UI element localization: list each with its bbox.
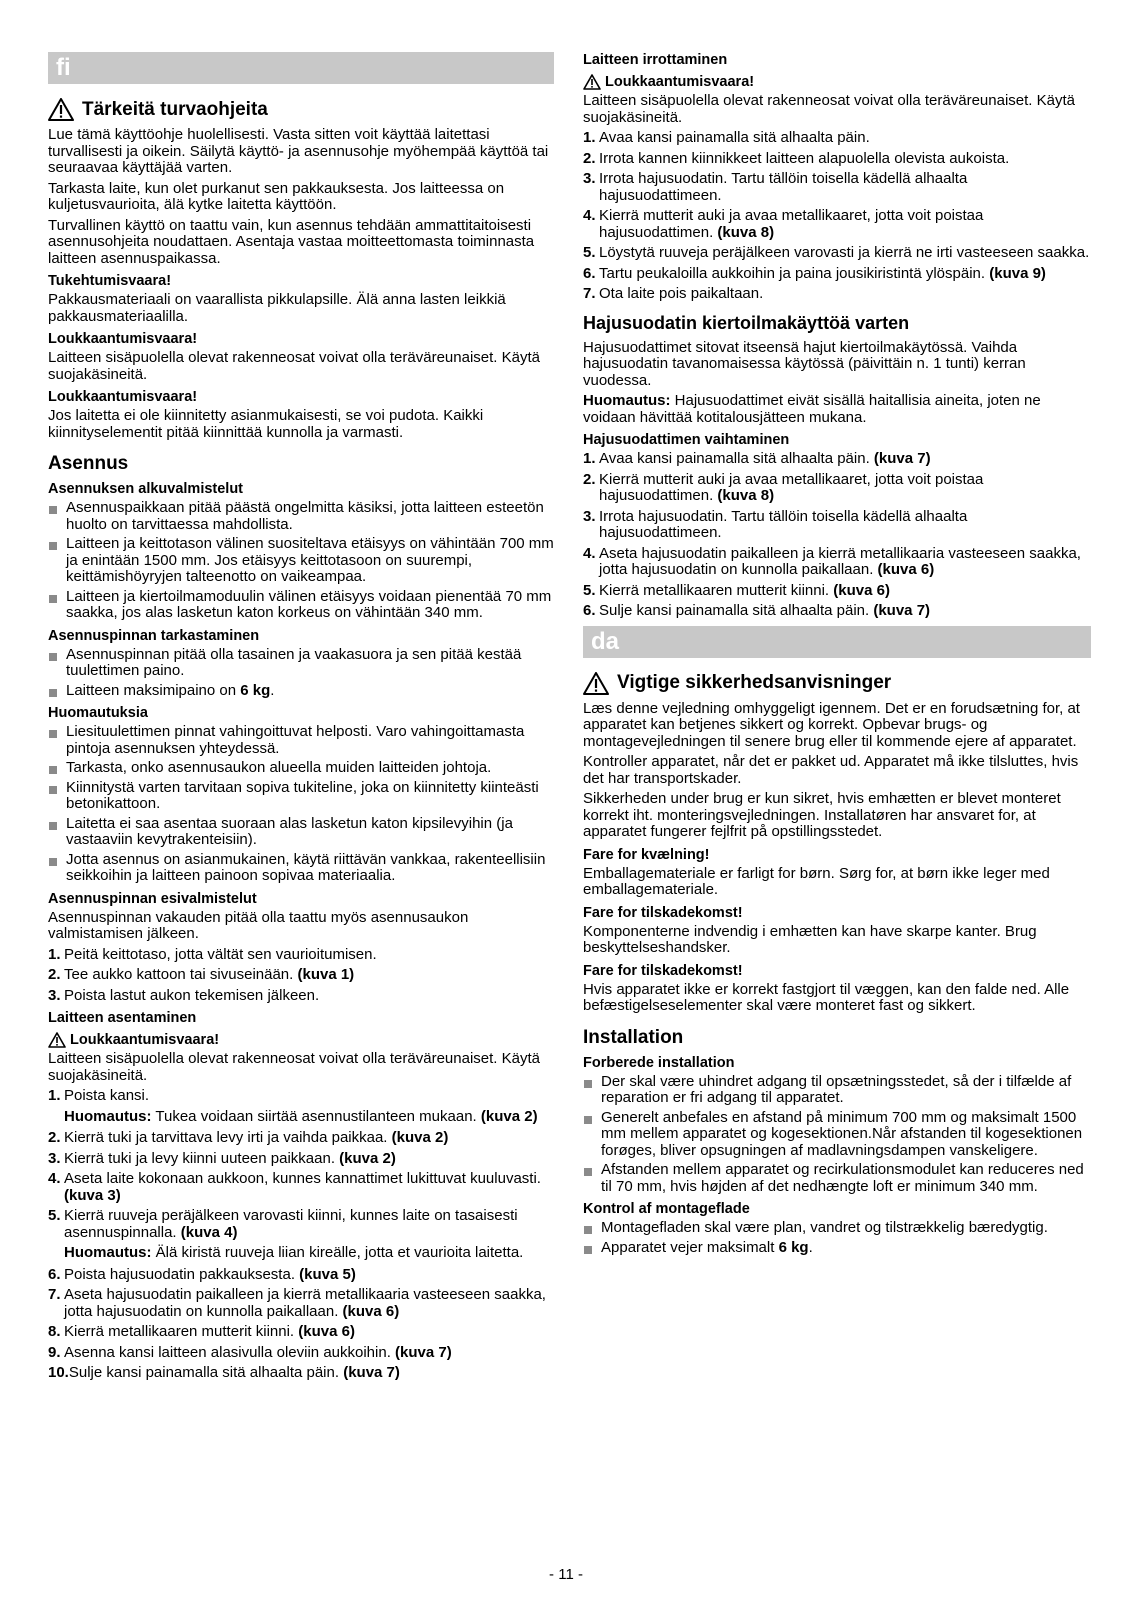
notes-list [48,724,554,885]
list-item: Afstanden mellem apparatet og recirkulationsmodulet kan reduceres ned til 70 mm, hvis højden af det nedhængte loft er minimum 340 mm. [583,1162,1091,1195]
step-item: 3. Irrota hajusuodatin. Tartu tällöin toisella kädellä alhaalta hajusuodattimeen. [583,170,968,204]
step-item: 7. Aseta hajusuodatin paikalleen ja kierrä metallikaaria vasteeseen saakka, jotta hajusuodatin on kunnolla paikallaan. (kuva 6) [48,1286,546,1320]
left-column [48,52,554,1386]
prep-heading: Asennuksen alkuvalmistelut [48,481,244,497]
da-check-list [583,1220,1091,1256]
da-install-heading: Installation [583,1026,684,1048]
step-item: 5. Löystytä ruuveja peräjälkeen varovasti ja kierrä ne irti vasteeseen saakka. [583,244,1090,261]
mount-note: Huomautus: Tukea voidaan siirtää asennustilanteen mukaan. (kuva 2) [64,1107,538,1125]
right-column [583,52,1091,1260]
check-heading: Asennuspinnan tarkastaminen [48,627,260,644]
step-item: 1. Avaa kansi painamalla sitä alhaalta päin. (kuva 7) [583,450,931,467]
mount-steps [48,1130,554,1241]
filter-note: Huomautus: Hajusuodattimet eivät sisällä haitallisia aineita, joten ne voidaan hävittää kotitalousjätteen mukana. [583,392,1041,426]
step-item: 8. Kierrä metallikaaren mutterit kiinni. (kuva 6) [48,1323,355,1340]
step-item: 1. Peitä keittotaso, jotta vältät sen vaurioitumisen. [48,945,377,963]
list-item: Kiinnitystä varten tarvitaan sopiva tukiteline, joka on kiinnitetty kiinteästi betonikattoon. [48,780,554,813]
safety-paragraph: Lue tämä käyttöohje huolellisesti. Vasta sitten voit käyttää laitettasi turvallisesti ja oikein. Säilytä käyttö- ja asennusohje myöhempää käyttöä tai seuraavaa käyttäjää varten. [48,126,549,176]
step-item: 1. Poista kansi. [48,1087,150,1104]
list-item: Laitteen ja keittotason välinen suositeltava etäisyys on vähintään 700 mm ja enintään 1500 mm. Jos etäisyys keittotasoon on suurempi, keittämishöyryjen talteenotto on vaikeampaa. [48,536,554,586]
list-item: Generelt anbefales en afstand på minimum 700 mm og maksimalt 1500 mm mellem apparatet og kogesektionen.Når afstanden til kogesektionen forøges, bliver opsugningen af madlavningsdampen vanskeligere. [583,1110,1091,1160]
remove-heading: Laitteen irrottaminen [583,52,728,68]
replace-heading: Hajusuodattimen vaihtaminen [583,432,790,448]
safety-paragraph: Tarkasta laite, kun olet purkanut sen pakkauksesta. Jos laitteessa on kuljetusvaurioita, älä kytke laitetta käyttöön. [48,179,505,213]
list-item: Der skal være uhindret adgang til opsætningsstedet, så der i tilfælde af reparation er fri adgang til apparatet. [583,1074,1091,1107]
warning-title: Loukkaantumisvaara! [48,331,198,347]
warning-title: Fare for tilskadekomst! [583,962,743,979]
surface-prep-steps [48,947,554,1005]
safety-paragraph: Sikkerheden under brug er kun sikret, hvis emhætten er blevet monteret korrekt iht. monteringsvejledningen. Installatøren har ansvaret for, at apparatet fungerer fejlfrit på opstillingsstedet. [583,790,1061,840]
step-item: 4. Aseta laite kokonaan aukkoon, kunnes kannattimet lukittuvat kuuluvasti. (kuva 3) [48,1170,541,1204]
safety-title: Tärkeitä turvaohjeita [82,98,268,120]
list-item: Montagefladen skal være plan, vandret og tilstrækkelig bæredygtig. [583,1220,1091,1237]
da-check-heading: Kontrol af montageflade [583,1201,750,1217]
safety-paragraph: Turvallinen käyttö on taattu vain, kun asennus tehdään ammattitaitoisesti asennusohjeita noudattaen. Asentaja vastaa moitteettomasta toiminnasta laitteen asennuspaikassa. [48,216,535,267]
safety-paragraph: Kontroller apparatet, når det er pakket ud. Apparatet må ikke tilsluttes, hvis det har transportskader. [583,753,1079,787]
remove-warning-heading: Loukkaantumisvaara! [583,74,1091,90]
remove-warning-text: Laitteen sisäpuolella olevat rakenneosat voivat olla teräväreunaiset. Käytä suojakäsineitä. [583,92,1075,126]
warning-title: Loukkaantumisvaara! [48,389,198,405]
step-item: 10. Sulje kansi painamalla sitä alhaalta päin. (kuva 7) [48,1364,400,1381]
warning-text: Jos laitetta ei ole kiinnitetty asianmukaisesti, se voi pudota. Kaikki kiinnityselementit pitää kiinnittää kunnolla ja varmasti. [48,407,484,441]
safety-heading [48,98,554,121]
list-item: Laitteen ja kiertoilmamoduulin välinen etäisyys voidaan pienentää 70 mm saakka, jos alas lasketun katon korkeus on vähintään 340 mm. [48,589,554,622]
step-item: 1. Avaa kansi painamalla sitä alhaalta päin. [583,129,870,146]
warning-title: Fare for kvælning! [583,846,710,863]
warning-text: Komponenterne indvendig i emhætten kan have skarpe kanter. Brug beskyttelseshandsker. [583,922,1037,956]
list-item: Liesituulettimen pinnat vahingoittuvat helposti. Varo vahingoittamasta pintoja asennuksen yhteydessä. [48,724,554,757]
step-item: 6. Tartu peukaloilla aukkoihin ja paina jousikiristintä ylöspäin. (kuva 9) [583,264,1046,282]
step-item: 2. Irrota kannen kiinnikkeet laitteen alapuolella olevista aukoista. [583,149,1010,167]
warning-text: Hvis apparatet ikke er korrekt fastgjort til væggen, kan den falde ned. Alle befæstigelseselementer skal være monteret fast og sikkert. [583,980,1070,1014]
warning-text: Pakkausmateriaali on vaarallista pikkulapsille. Älä anna lasten leikkiä pakkausmateriaalilla. [48,291,506,325]
step-item: 4. Kierrä mutterit auki ja avaa metallikaaret, jotta voit poistaa hajusuodattimen. (kuva 8) [583,207,984,241]
mount-heading: Laitteen asentaminen [48,1010,197,1026]
step-item: 3. Irrota hajusuodatin. Tartu tällöin toisella kädellä alhaalta hajusuodattimeen. [583,507,968,541]
list-item: Apparatet vejer maksimalt 6 kg. [583,1240,1091,1257]
check-list [48,647,554,700]
step-item: 2. Tee aukko kattoon tai sivuseinään. (kuva 1) [48,966,355,983]
warning-triangle-icon [48,98,74,121]
language-bar-da: da [583,626,1091,658]
page-number: - 11 - [549,1566,583,1583]
filter-text: Hajusuodattimet sitovat itseensä hajut kiertoilmakäytössä. Vaihda hajusuodatin tavanomaisessa käytössä (päivittäin n. 1 tunti) kerran vuodessa. [583,338,1026,389]
safety-paragraph: Læs denne vejledning omhyggeligt igennem. Det er en forudsætning for, at apparatet kan betjenes sikkert og korrekt. Opbevar brugs- og montagevejledningen til senere brug eller til kommende ejere af apparatet. [583,699,1080,750]
da-prep-list [583,1074,1091,1196]
step-item: 6. Poista hajusuodatin pakkauksesta. (kuva 5) [48,1265,356,1283]
warning-title: Tukehtumisvaara! [48,273,172,289]
mount-steps [48,1267,554,1382]
warning-text: Emballagemateriale er farligt for børn. Sørg for, at børn ikke leger med emballagemateriale. [583,864,1050,898]
list-item: Jotta asennus on asianmukainen, käytä riittävän vankkaa, rakenteellisiin seikkoihin ja laitteen painoon sopivaa materiaalia. [48,852,554,885]
list-item: Laitetta ei saa asentaa suoraan alas lasketun katon kipsilevyihin (ja vastaaviin kevytrakenteisiin). [48,816,554,849]
step-item: 4. Aseta hajusuodatin paikalleen ja kierrä metallikaaria vasteeseen saakka, jotta hajusuodatin on kunnolla paikallaan. (kuva 6) [583,544,1081,578]
prep-list [48,500,554,622]
warning-text: Laitteen sisäpuolella olevat rakenneosat voivat olla teräväreunaiset. Käytä suojakäsineitä. [48,349,540,383]
step-item: 5. Kierrä metallikaaren mutterit kiinni. (kuva 6) [583,581,890,599]
list-item: Tarkasta, onko asennusaukon alueella muiden laitteiden johtoja. [48,760,554,777]
step-item: 2. Kierrä tuki ja tarvittava levy irti ja vaihda paikkaa. (kuva 2) [48,1129,449,1146]
list-item: Asennuspaikkaan pitää päästä ongelmitta käsiksi, jotta laitteen esteetön huolto on tarvittaessa mahdollista. [48,500,554,533]
install-heading: Asennus [48,453,129,474]
step-item: 9. Asenna kansi laitteen alasivulla oleviin aukkoihin. (kuva 7) [48,1343,452,1361]
replace-steps [583,451,1091,620]
warning-title: Fare for tilskadekomst! [583,904,743,921]
filter-heading: Hajusuodatin kiertoilmakäyttöä varten [583,312,910,333]
list-item: Laitteen maksimipaino on 6 kg. [48,683,554,700]
da-safety-title: Vigtige sikkerhedsanvisninger [617,672,892,693]
mount-warning-text: Laitteen sisäpuolella olevat rakenneosat voivat olla teräväreunaiset. Käytä suojakäsineitä. [48,1050,540,1084]
mount-steps [48,1088,554,1105]
list-item: Asennuspinnan pitää olla tasainen ja vaakasuora ja sen pitää kestää tuulettimen paino. [48,647,554,680]
warning-triangle-icon [583,74,601,90]
step-item: 7. Ota laite pois paikaltaan. [583,285,764,302]
mount-note: Huomautus: Älä kiristä ruuveja liian kireälle, jotta et vaurioita laitetta. [64,1244,524,1261]
warning-triangle-icon [583,672,609,695]
surface-prep-heading: Asennuspinnan esivalmistelut [48,890,257,907]
language-bar-fi: fi [48,52,554,84]
warning-triangle-icon [48,1032,66,1048]
surface-prep-text: Asennuspinnan vakauden pitää olla taattu myös asennusaukon valmistamisen jälkeen. [48,908,469,942]
notes-heading: Huomautuksia [48,705,148,721]
step-item: 3. Kierrä tuki ja levy kiinni uuteen paikkaan. (kuva 2) [48,1149,396,1167]
da-safety-heading [583,672,1091,695]
step-item: 5. Kierrä ruuveja peräjälkeen varovasti kiinni, kunnes laite on tasaisesti asennuspinnalla. (kuva 4) [48,1207,518,1241]
step-item: 3. Poista lastut aukon tekemisen jälkeen. [48,986,320,1004]
step-item: 6. Sulje kansi painamalla sitä alhaalta päin. (kuva 7) [583,602,931,619]
da-prep-heading: Forberede installation [583,1054,735,1071]
remove-steps [583,130,1091,303]
step-item: 2. Kierrä mutterit auki ja avaa metallikaaret, jotta voit poistaa hajusuodattimen. (kuva 8) [583,470,984,504]
mount-warning-heading: Loukkaantumisvaara! [48,1032,554,1048]
